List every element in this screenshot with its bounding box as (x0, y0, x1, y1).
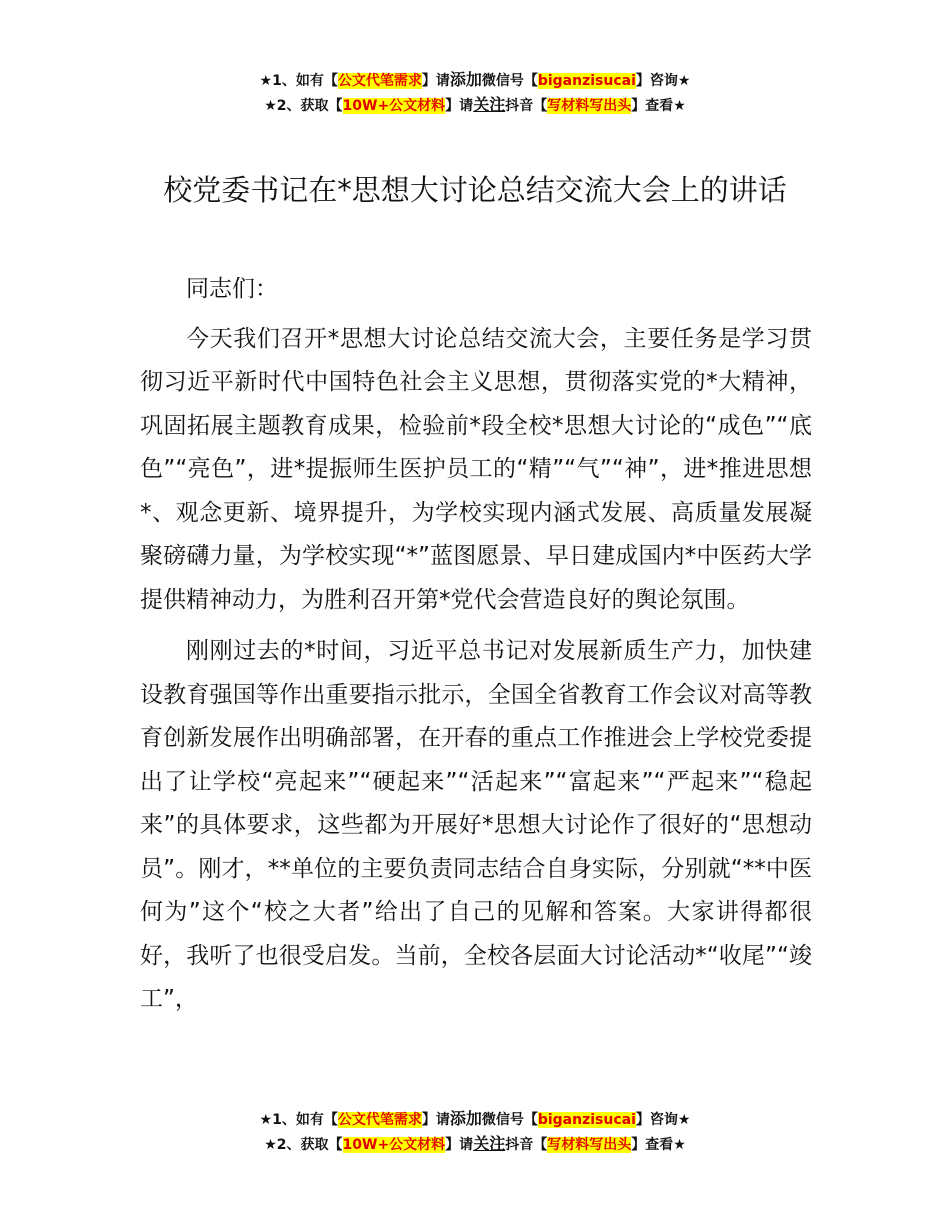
bottom-banner (0, 1107, 950, 1157)
highlight-materials: 10W+公文材料 (342, 1137, 446, 1153)
banner-text: 】咨询★ (635, 73, 691, 89)
banner-text: 】请 (421, 1112, 450, 1128)
banner-text: ★2、获取【 (264, 1137, 343, 1153)
highlight-douyin: 写材料写出头 (547, 98, 632, 114)
banner-text: 】查看★ (631, 1137, 686, 1153)
highlight-service: 公文代笔需求 (337, 1112, 422, 1128)
banner-text: 抖音【 (505, 1137, 548, 1153)
highlight-materials: 10W+公文材料 (342, 98, 446, 114)
banner-text: ★2、获取【 (264, 98, 343, 114)
banner-text: 关注 (473, 1134, 506, 1153)
banner-text: ★1、如有【 (259, 1112, 338, 1128)
highlight-douyin: 写材料写出头 (547, 1137, 632, 1153)
banner-text: 添加 (449, 1109, 482, 1128)
paragraph-1: 今天我们召开*思想大讨论总结交流大会，主要任务是学习贯彻习近平新时代中国特色社会主义思想，贯彻落实党的*大精神，巩固拓展主题教育成果，检验前*段全校*思想大讨论的“成色”“底色”“亮色”，进*提振师生医护员工的“精”“气”“神”，进*推进思想*、观念更新、境界提升，为学校实现内涵式发展、高质量发展凝聚磅礴力量，为学校实现“*”蓝图愿景、早日建成国内*中医药大学提供精神动力，为胜利召开第*党代会营造良好的舆论氛围。 (140, 325, 812, 613)
highlight-wechat-id: biganzisucai (537, 1112, 636, 1128)
banner-text: 添加 (449, 70, 482, 89)
banner-text: 】查看★ (631, 98, 686, 114)
banner-text: 抖音【 (505, 98, 548, 114)
highlight-service: 公文代笔需求 (337, 73, 422, 89)
banner-line-1 (0, 68, 950, 93)
banner-line-2 (0, 1132, 950, 1157)
document-title: 校党委书记在*思想大讨论总结交流大会上的讲话 (163, 173, 787, 207)
banner-text: 微信号【 (481, 1112, 538, 1128)
salutation: 同志们： (186, 276, 278, 302)
highlight-wechat-id: biganzisucai (537, 73, 636, 89)
document-body (140, 268, 812, 1022)
banner-text: ★1、如有【 (259, 73, 338, 89)
paragraph-2: 刚刚过去的*时间，习近平总书记对发展新质生产力，加快建设教育强国等作出重要指示批示，全国全省教育工作会议对高等教育创新发展作出明确部署，在开春的重点工作推进会上学校党委提出了让学校“亮起来”“硬起来”“活起来”“富起来”“严起来”“稳起来”的具体要求，这些都为开展好*思想大讨论作了很好的“思想动员”。刚才，**单位的主要负责同志结合自身实际，分别就“**中医何为”这个“校之大者”给出了自己的见解和答案。大家讲得都很好，我听了也很受启发。当前，全校各层面大讨论活动*“收尾”“竣工”， (140, 638, 812, 1012)
banner-text: 】咨询★ (635, 1112, 691, 1128)
banner-text: 】请 (445, 98, 474, 114)
banner-line-1 (0, 1107, 950, 1132)
banner-line-2 (0, 93, 950, 118)
top-banner (0, 68, 950, 118)
banner-text: 微信号【 (481, 73, 538, 89)
banner-text: 关注 (473, 95, 506, 114)
banner-text: 】请 (421, 73, 450, 89)
banner-text: 】请 (445, 1137, 474, 1153)
